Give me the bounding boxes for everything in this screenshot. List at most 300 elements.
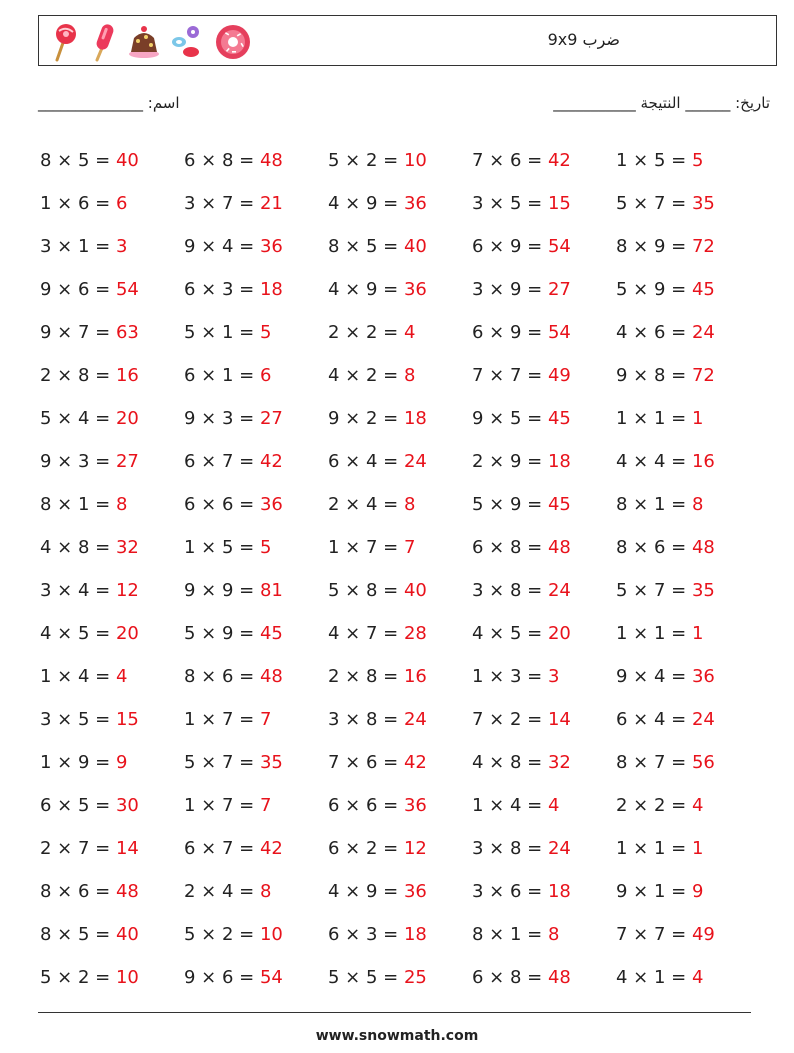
problem-row bbox=[40, 870, 760, 913]
problem-question: 2 × 4 = bbox=[184, 881, 260, 902]
problem-question: 8 × 6 = bbox=[616, 537, 692, 558]
problem-cell bbox=[328, 666, 472, 687]
problem-question: 8 × 1 = bbox=[472, 924, 548, 945]
problem-cell bbox=[472, 709, 616, 730]
problem-cell bbox=[328, 623, 472, 644]
problem-question: 6 × 8 = bbox=[472, 967, 548, 988]
problem-row bbox=[40, 354, 760, 397]
problem-answer: 16 bbox=[115, 365, 139, 386]
problem-cell bbox=[184, 494, 328, 515]
problem-question: 1 × 7 = bbox=[184, 795, 260, 816]
problem-row bbox=[40, 182, 760, 225]
problem-answer: 20 bbox=[547, 623, 571, 644]
problem-cell bbox=[184, 279, 328, 300]
problem-cell bbox=[616, 795, 760, 816]
problem-question: 6 × 8 = bbox=[472, 537, 548, 558]
problem-question: 6 × 4 = bbox=[616, 709, 692, 730]
problem-answer: 18 bbox=[547, 881, 571, 902]
problem-cell bbox=[328, 881, 472, 902]
problem-answer: 21 bbox=[259, 193, 283, 214]
problem-question: 7 × 6 = bbox=[472, 150, 548, 171]
problem-row bbox=[40, 913, 760, 956]
problem-question: 5 × 7 = bbox=[616, 580, 692, 601]
problem-question: 1 × 1 = bbox=[616, 623, 692, 644]
problem-answer: 42 bbox=[259, 451, 283, 472]
problem-cell bbox=[472, 666, 616, 687]
problem-cell bbox=[472, 967, 616, 988]
problem-cell bbox=[472, 236, 616, 257]
problem-cell bbox=[184, 580, 328, 601]
problem-cell bbox=[616, 322, 760, 343]
problem-cell bbox=[616, 709, 760, 730]
problem-answer: 54 bbox=[547, 236, 571, 257]
problem-cell bbox=[472, 494, 616, 515]
problem-question: 9 × 3 = bbox=[40, 451, 116, 472]
problem-question: 6 × 8 = bbox=[184, 150, 260, 171]
problem-cell bbox=[472, 924, 616, 945]
problem-cell bbox=[184, 709, 328, 730]
problem-question: 9 × 4 = bbox=[616, 666, 692, 687]
problem-answer: 5 bbox=[691, 150, 704, 171]
problem-answer: 35 bbox=[691, 193, 715, 214]
problem-cell bbox=[328, 279, 472, 300]
cake-icon bbox=[127, 22, 161, 62]
problem-answer: 36 bbox=[691, 666, 715, 687]
problem-cell bbox=[616, 150, 760, 171]
problem-answer: 20 bbox=[115, 623, 139, 644]
problem-question: 6 × 5 = bbox=[40, 795, 116, 816]
problem-cell bbox=[184, 623, 328, 644]
problem-cell bbox=[40, 881, 184, 902]
problem-question: 8 × 6 = bbox=[184, 666, 260, 687]
problem-question: 7 × 2 = bbox=[472, 709, 548, 730]
problem-row bbox=[40, 225, 760, 268]
problem-question: 8 × 5 = bbox=[40, 924, 116, 945]
name-field-label: اسم: ______________ bbox=[38, 94, 180, 112]
problem-question: 6 × 3 = bbox=[328, 924, 404, 945]
problem-answer: 28 bbox=[403, 623, 427, 644]
problem-answer: 54 bbox=[259, 967, 283, 988]
candy-icons bbox=[47, 22, 253, 62]
problem-cell bbox=[184, 150, 328, 171]
problem-question: 4 × 4 = bbox=[616, 451, 692, 472]
problem-cell bbox=[40, 322, 184, 343]
problem-answer: 10 bbox=[403, 150, 427, 171]
problem-question: 4 × 7 = bbox=[328, 623, 404, 644]
problem-cell bbox=[328, 193, 472, 214]
problem-question: 5 × 9 = bbox=[472, 494, 548, 515]
problem-cell bbox=[616, 924, 760, 945]
problem-answer: 72 bbox=[691, 365, 715, 386]
problem-cell bbox=[40, 580, 184, 601]
problem-question: 4 × 5 = bbox=[40, 623, 116, 644]
problem-cell bbox=[328, 580, 472, 601]
problem-question: 3 × 6 = bbox=[472, 881, 548, 902]
problem-cell bbox=[328, 537, 472, 558]
problem-cell bbox=[328, 365, 472, 386]
problem-cell bbox=[184, 924, 328, 945]
problem-cell bbox=[328, 838, 472, 859]
problem-answer: 45 bbox=[547, 494, 571, 515]
problem-question: 8 × 1 = bbox=[40, 494, 116, 515]
problem-row bbox=[40, 612, 760, 655]
problem-question: 3 × 5 = bbox=[40, 709, 116, 730]
problem-cell bbox=[40, 924, 184, 945]
problem-answer: 9 bbox=[691, 881, 704, 902]
problem-row bbox=[40, 784, 760, 827]
problem-answer: 54 bbox=[115, 279, 139, 300]
problem-question: 3 × 8 = bbox=[472, 580, 548, 601]
problem-question: 5 × 4 = bbox=[40, 408, 116, 429]
problem-cell bbox=[184, 451, 328, 472]
problem-cell bbox=[328, 924, 472, 945]
problem-question: 9 × 1 = bbox=[616, 881, 692, 902]
problem-cell bbox=[472, 150, 616, 171]
problem-cell bbox=[472, 193, 616, 214]
problem-cell bbox=[328, 967, 472, 988]
problem-question: 9 × 9 = bbox=[184, 580, 260, 601]
problem-row bbox=[40, 827, 760, 870]
problem-question: 1 × 5 = bbox=[184, 537, 260, 558]
problem-question: 4 × 8 = bbox=[472, 752, 548, 773]
problem-question: 2 × 8 = bbox=[328, 666, 404, 687]
problem-cell bbox=[472, 881, 616, 902]
problem-question: 8 × 7 = bbox=[616, 752, 692, 773]
problem-answer: 56 bbox=[691, 752, 715, 773]
problem-answer: 36 bbox=[403, 279, 427, 300]
problem-answer: 4 bbox=[691, 795, 704, 816]
problem-question: 5 × 7 = bbox=[184, 752, 260, 773]
problem-cell bbox=[616, 752, 760, 773]
problem-answer: 36 bbox=[403, 881, 427, 902]
problem-cell bbox=[328, 150, 472, 171]
problem-question: 1 × 4 = bbox=[472, 795, 548, 816]
problem-answer: 40 bbox=[403, 236, 427, 257]
problem-cell bbox=[40, 666, 184, 687]
problem-question: 1 × 9 = bbox=[40, 752, 116, 773]
problem-answer: 18 bbox=[547, 451, 571, 472]
problem-question: 5 × 8 = bbox=[328, 580, 404, 601]
problem-question: 2 × 2 = bbox=[328, 322, 404, 343]
problem-question: 9 × 6 = bbox=[184, 967, 260, 988]
problem-question: 3 × 4 = bbox=[40, 580, 116, 601]
problem-cell bbox=[184, 408, 328, 429]
problem-answer: 16 bbox=[691, 451, 715, 472]
problem-cell bbox=[184, 322, 328, 343]
problem-answer: 24 bbox=[691, 322, 715, 343]
date-score-label: تاريخ: ______ النتيجة ___________ bbox=[553, 94, 770, 112]
problem-question: 7 × 7 = bbox=[616, 924, 692, 945]
problem-cell bbox=[184, 236, 328, 257]
problem-question: 5 × 7 = bbox=[616, 193, 692, 214]
problem-answer: 45 bbox=[547, 408, 571, 429]
problem-question: 9 × 2 = bbox=[328, 408, 404, 429]
problem-answer: 36 bbox=[259, 494, 283, 515]
problem-cell bbox=[616, 967, 760, 988]
problem-answer: 48 bbox=[259, 666, 283, 687]
problem-question: 5 × 2 = bbox=[184, 924, 260, 945]
problem-question: 5 × 2 = bbox=[328, 150, 404, 171]
problem-question: 2 × 9 = bbox=[472, 451, 548, 472]
problem-row bbox=[40, 741, 760, 784]
problem-cell bbox=[616, 408, 760, 429]
worksheet-title: ضرب 9x9 bbox=[547, 30, 620, 49]
problem-answer: 40 bbox=[115, 924, 139, 945]
problem-answer: 42 bbox=[547, 150, 571, 171]
problem-question: 4 × 1 = bbox=[616, 967, 692, 988]
problem-grid bbox=[40, 139, 760, 999]
problem-answer: 25 bbox=[403, 967, 427, 988]
problem-cell bbox=[472, 580, 616, 601]
problem-cell bbox=[472, 795, 616, 816]
problem-cell bbox=[472, 365, 616, 386]
problem-cell bbox=[616, 193, 760, 214]
problem-row bbox=[40, 268, 760, 311]
worksheet-header bbox=[38, 15, 777, 66]
problem-question: 1 × 4 = bbox=[40, 666, 116, 687]
problem-answer: 45 bbox=[691, 279, 715, 300]
problem-answer: 7 bbox=[259, 709, 272, 730]
problem-question: 8 × 9 = bbox=[616, 236, 692, 257]
problem-row bbox=[40, 655, 760, 698]
problem-question: 2 × 2 = bbox=[616, 795, 692, 816]
problem-answer: 5 bbox=[259, 537, 272, 558]
problem-cell bbox=[184, 537, 328, 558]
problem-cell bbox=[40, 236, 184, 257]
problem-answer: 7 bbox=[259, 795, 272, 816]
problem-cell bbox=[40, 365, 184, 386]
problem-answer: 40 bbox=[115, 150, 139, 171]
problem-cell bbox=[184, 193, 328, 214]
problem-question: 2 × 7 = bbox=[40, 838, 116, 859]
problem-cell bbox=[184, 365, 328, 386]
problem-question: 6 × 4 = bbox=[328, 451, 404, 472]
problem-answer: 16 bbox=[403, 666, 427, 687]
problem-cell bbox=[40, 795, 184, 816]
problem-answer: 12 bbox=[115, 580, 139, 601]
problem-cell bbox=[184, 666, 328, 687]
problem-answer: 42 bbox=[403, 752, 427, 773]
problem-cell bbox=[184, 967, 328, 988]
problem-cell bbox=[40, 193, 184, 214]
problem-question: 8 × 5 = bbox=[40, 150, 116, 171]
problem-cell bbox=[40, 967, 184, 988]
problem-question: 2 × 8 = bbox=[40, 365, 116, 386]
problem-row bbox=[40, 483, 760, 526]
problem-answer: 27 bbox=[259, 408, 283, 429]
popsicle-icon bbox=[89, 22, 119, 62]
problem-answer: 48 bbox=[547, 537, 571, 558]
problem-question: 6 × 3 = bbox=[184, 279, 260, 300]
problem-question: 6 × 9 = bbox=[472, 322, 548, 343]
problem-answer: 35 bbox=[691, 580, 715, 601]
problem-question: 7 × 6 = bbox=[328, 752, 404, 773]
candies-icon bbox=[169, 22, 205, 62]
problem-answer: 8 bbox=[259, 881, 272, 902]
problem-question: 4 × 9 = bbox=[328, 193, 404, 214]
problem-question: 3 × 1 = bbox=[40, 236, 116, 257]
problem-cell bbox=[328, 752, 472, 773]
problem-question: 3 × 7 = bbox=[184, 193, 260, 214]
problem-cell bbox=[616, 838, 760, 859]
problem-row bbox=[40, 139, 760, 182]
problem-answer: 15 bbox=[115, 709, 139, 730]
problem-row bbox=[40, 698, 760, 741]
problem-cell bbox=[616, 881, 760, 902]
problem-cell bbox=[616, 666, 760, 687]
problem-cell bbox=[328, 408, 472, 429]
problem-cell bbox=[472, 322, 616, 343]
problem-answer: 48 bbox=[691, 537, 715, 558]
problem-answer: 5 bbox=[259, 322, 272, 343]
problem-answer: 32 bbox=[547, 752, 571, 773]
problem-answer: 8 bbox=[547, 924, 560, 945]
problem-answer: 72 bbox=[691, 236, 715, 257]
problem-cell bbox=[184, 752, 328, 773]
problem-answer: 6 bbox=[115, 193, 128, 214]
problem-answer: 10 bbox=[259, 924, 283, 945]
problem-answer: 48 bbox=[547, 967, 571, 988]
problem-question: 4 × 2 = bbox=[328, 365, 404, 386]
problem-answer: 18 bbox=[403, 924, 427, 945]
problem-answer: 3 bbox=[115, 236, 128, 257]
problem-answer: 18 bbox=[403, 408, 427, 429]
problem-question: 6 × 7 = bbox=[184, 838, 260, 859]
problem-question: 6 × 1 = bbox=[184, 365, 260, 386]
problem-cell bbox=[472, 279, 616, 300]
problem-question: 4 × 5 = bbox=[472, 623, 548, 644]
problem-cell bbox=[40, 451, 184, 472]
problem-cell bbox=[40, 623, 184, 644]
problem-answer: 24 bbox=[547, 580, 571, 601]
problem-question: 5 × 9 = bbox=[184, 623, 260, 644]
problem-answer: 36 bbox=[403, 193, 427, 214]
problem-answer: 30 bbox=[115, 795, 139, 816]
problem-question: 5 × 5 = bbox=[328, 967, 404, 988]
problem-cell bbox=[472, 537, 616, 558]
problem-question: 6 × 6 = bbox=[184, 494, 260, 515]
problem-answer: 8 bbox=[403, 365, 416, 386]
problem-cell bbox=[184, 795, 328, 816]
problem-cell bbox=[328, 451, 472, 472]
problem-cell bbox=[616, 451, 760, 472]
problem-cell bbox=[40, 838, 184, 859]
problem-question: 8 × 1 = bbox=[616, 494, 692, 515]
problem-answer: 18 bbox=[259, 279, 283, 300]
problem-answer: 20 bbox=[115, 408, 139, 429]
problem-question: 5 × 9 = bbox=[616, 279, 692, 300]
problem-answer: 36 bbox=[259, 236, 283, 257]
problem-answer: 63 bbox=[115, 322, 139, 343]
problem-answer: 1 bbox=[691, 623, 704, 644]
problem-question: 4 × 8 = bbox=[40, 537, 116, 558]
problem-answer: 7 bbox=[403, 537, 416, 558]
problem-answer: 35 bbox=[259, 752, 283, 773]
problem-question: 9 × 4 = bbox=[184, 236, 260, 257]
problem-answer: 40 bbox=[403, 580, 427, 601]
problem-answer: 24 bbox=[547, 838, 571, 859]
problem-cell bbox=[328, 709, 472, 730]
problem-question: 1 × 5 = bbox=[616, 150, 692, 171]
problem-question: 5 × 2 = bbox=[40, 967, 116, 988]
problem-cell bbox=[40, 752, 184, 773]
problem-question: 3 × 8 = bbox=[472, 838, 548, 859]
problem-question: 5 × 1 = bbox=[184, 322, 260, 343]
problem-answer: 4 bbox=[115, 666, 128, 687]
problem-cell bbox=[472, 451, 616, 472]
problem-answer: 49 bbox=[691, 924, 715, 945]
footer-divider bbox=[38, 1012, 751, 1013]
problem-answer: 6 bbox=[259, 365, 272, 386]
problem-answer: 27 bbox=[547, 279, 571, 300]
problem-cell bbox=[40, 709, 184, 730]
problem-cell bbox=[616, 279, 760, 300]
problem-question: 6 × 2 = bbox=[328, 838, 404, 859]
problem-answer: 4 bbox=[403, 322, 416, 343]
problem-cell bbox=[328, 494, 472, 515]
problem-cell bbox=[616, 623, 760, 644]
problem-question: 3 × 5 = bbox=[472, 193, 548, 214]
problem-cell bbox=[472, 408, 616, 429]
problem-answer: 14 bbox=[115, 838, 139, 859]
problem-question: 1 × 6 = bbox=[40, 193, 116, 214]
problem-answer: 14 bbox=[547, 709, 571, 730]
problem-cell bbox=[328, 322, 472, 343]
problem-answer: 45 bbox=[259, 623, 283, 644]
problem-cell bbox=[472, 838, 616, 859]
problem-question: 9 × 5 = bbox=[472, 408, 548, 429]
problem-answer: 24 bbox=[403, 451, 427, 472]
problem-question: 4 × 9 = bbox=[328, 279, 404, 300]
problem-answer: 9 bbox=[115, 752, 128, 773]
problem-answer: 8 bbox=[691, 494, 704, 515]
problem-question: 1 × 1 = bbox=[616, 408, 692, 429]
problem-row bbox=[40, 397, 760, 440]
problem-question: 6 × 9 = bbox=[472, 236, 548, 257]
donut-icon bbox=[213, 22, 253, 62]
problem-answer: 81 bbox=[259, 580, 283, 601]
problem-answer: 24 bbox=[691, 709, 715, 730]
problem-question: 9 × 8 = bbox=[616, 365, 692, 386]
problem-answer: 42 bbox=[259, 838, 283, 859]
problem-row bbox=[40, 311, 760, 354]
problem-question: 4 × 9 = bbox=[328, 881, 404, 902]
problem-cell bbox=[616, 580, 760, 601]
problem-answer: 1 bbox=[691, 408, 704, 429]
problem-answer: 48 bbox=[115, 881, 139, 902]
problem-cell bbox=[616, 365, 760, 386]
problem-answer: 36 bbox=[403, 795, 427, 816]
lollipop-icon bbox=[47, 22, 81, 62]
problem-answer: 24 bbox=[403, 709, 427, 730]
problem-answer: 27 bbox=[115, 451, 139, 472]
problem-question: 1 × 7 = bbox=[328, 537, 404, 558]
problem-question: 8 × 6 = bbox=[40, 881, 116, 902]
problem-question: 1 × 3 = bbox=[472, 666, 548, 687]
problem-answer: 54 bbox=[547, 322, 571, 343]
problem-question: 4 × 6 = bbox=[616, 322, 692, 343]
problem-answer: 48 bbox=[259, 150, 283, 171]
problem-cell bbox=[472, 752, 616, 773]
problem-question: 9 × 7 = bbox=[40, 322, 116, 343]
problem-row bbox=[40, 569, 760, 612]
problem-cell bbox=[40, 279, 184, 300]
problem-question: 7 × 7 = bbox=[472, 365, 548, 386]
problem-answer: 32 bbox=[115, 537, 139, 558]
problem-row bbox=[40, 526, 760, 569]
problem-answer: 8 bbox=[115, 494, 128, 515]
problem-answer: 4 bbox=[691, 967, 704, 988]
